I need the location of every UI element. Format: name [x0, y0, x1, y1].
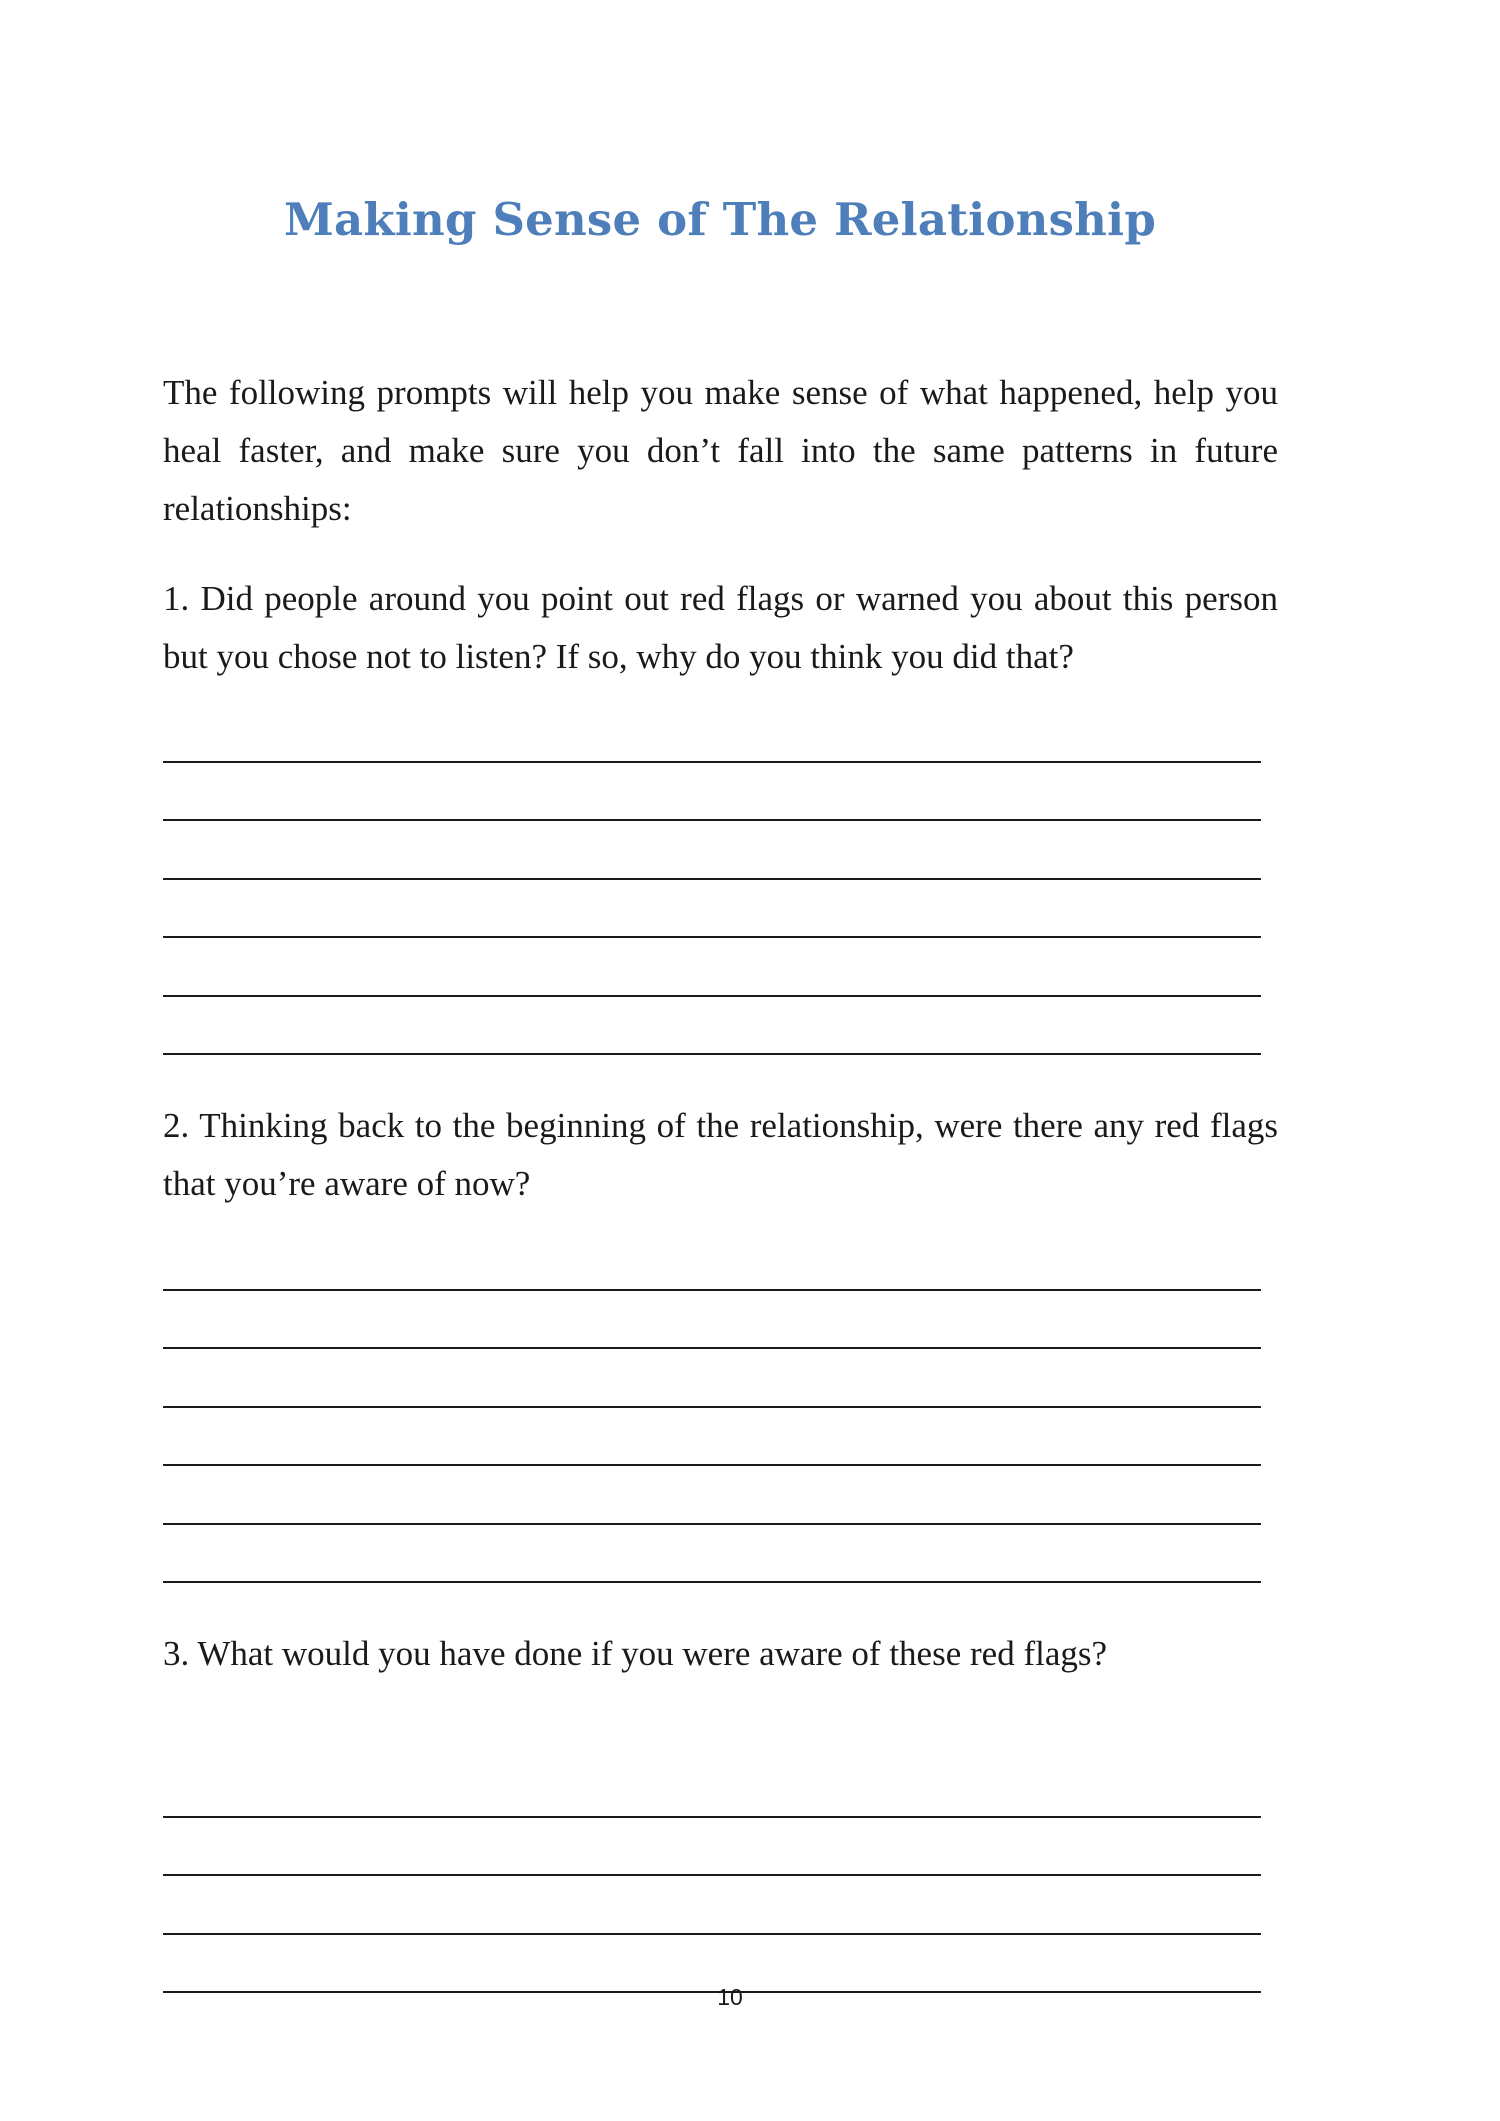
question-3: 3. What would you have done if you were aware of these red flags? [163, 1634, 1108, 1673]
answer-lines-1 [163, 704, 1261, 1055]
answer-line [163, 938, 1261, 997]
question-1: 1. Did people around you point out red flags or warned you about this person but you chose not to listen? If so, why do you think you did that? [163, 579, 1278, 676]
answer-line [163, 1525, 1261, 1584]
intro-paragraph: The following prompts will help you make sense of what happened, help you heal faster, and make sure you don’t fall into the same patterns in future relationships: [163, 373, 1278, 528]
answer-line [163, 1408, 1261, 1467]
answer-line [163, 997, 1261, 1056]
answer-line [163, 1876, 1261, 1935]
answer-line [163, 880, 1261, 939]
answer-line [163, 704, 1261, 763]
answer-line [163, 1759, 1261, 1818]
answer-line [163, 1349, 1261, 1408]
answer-line [163, 1291, 1261, 1350]
answer-line [163, 1466, 1261, 1525]
answer-line [163, 1232, 1261, 1291]
question-2: 2. Thinking back to the beginning of the relationship, were there any red flags that you’re aware of now? [163, 1106, 1278, 1203]
answer-lines-3 [163, 1759, 1261, 1993]
answer-line [163, 821, 1261, 880]
answer-line [163, 1818, 1261, 1877]
page-number: 10 [717, 1984, 743, 2010]
page-title: Making Sense of The Relationship [283, 193, 1156, 246]
answer-line [163, 763, 1261, 822]
answer-lines-2 [163, 1232, 1261, 1583]
